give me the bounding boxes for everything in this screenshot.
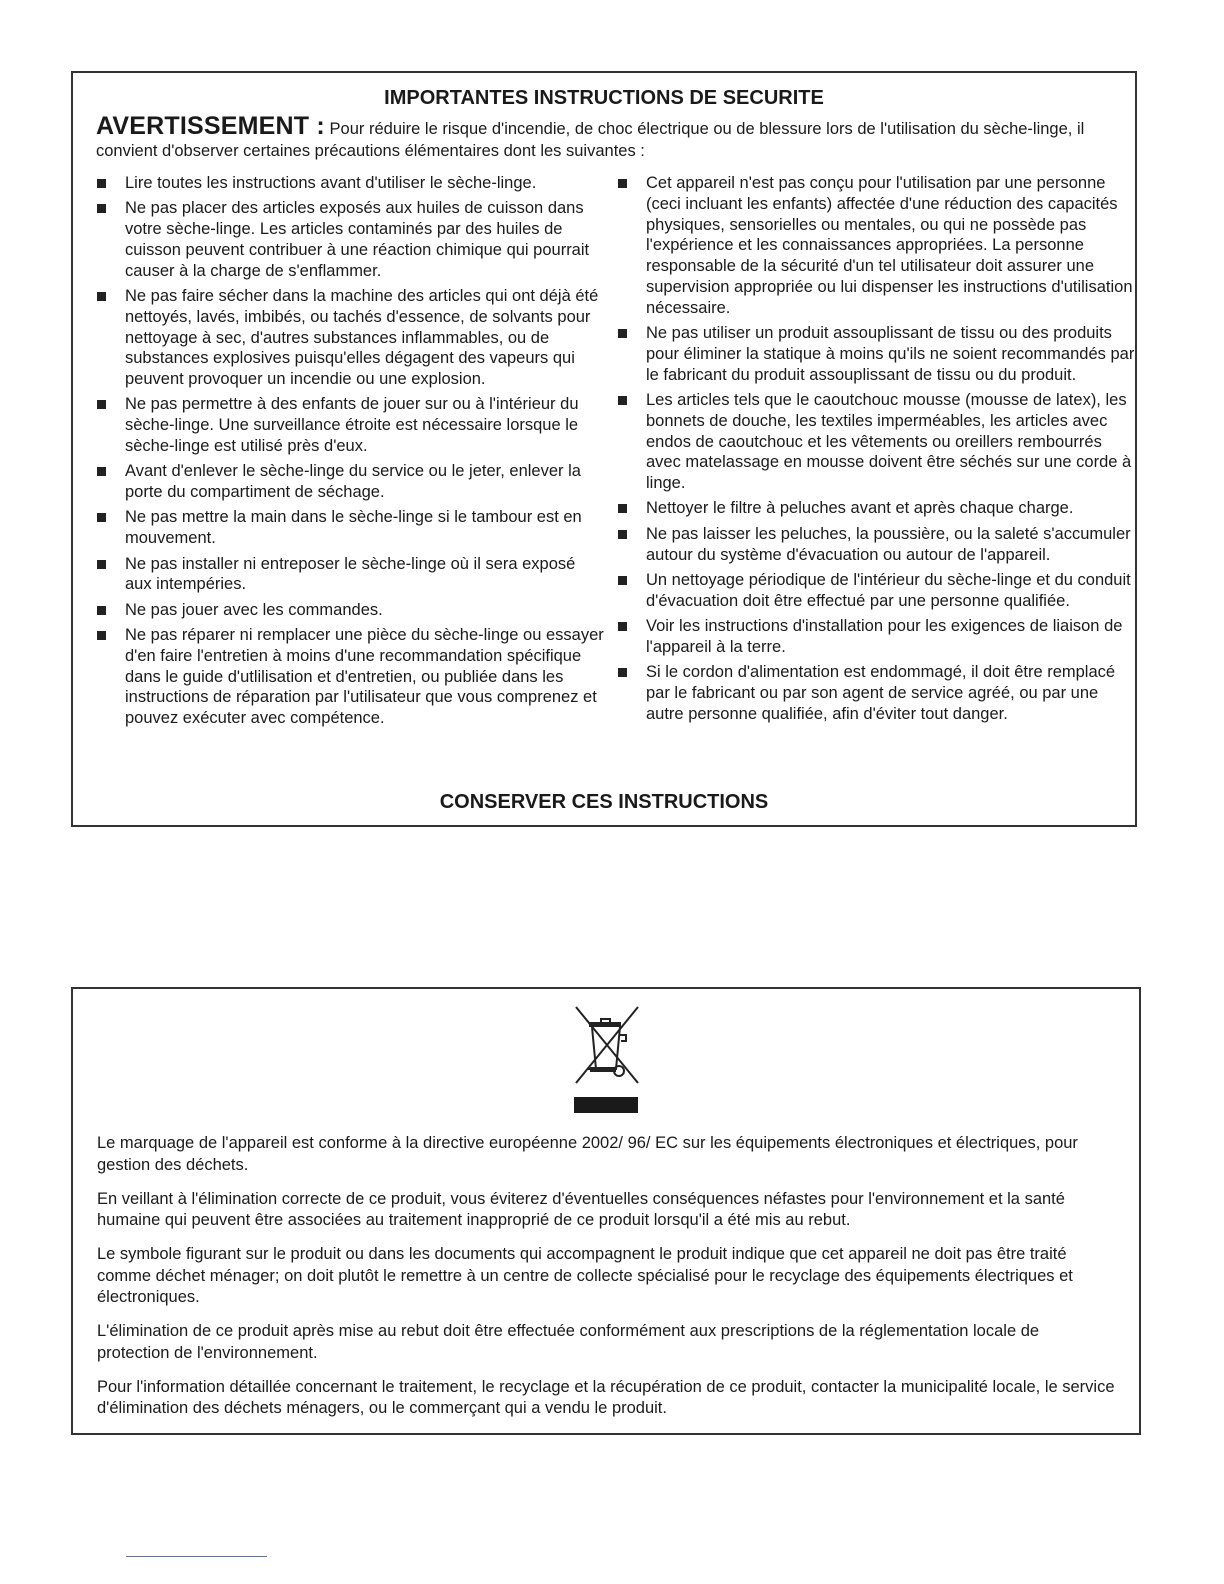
- list-item: Voir les instructions d'installation pour les exigences de liaison de l'appareil à la terre.: [617, 616, 1135, 658]
- list-item: Ne pas réparer ni remplacer une pièce du sèche-linge ou essayer d'en faire l'entretien à moins d'une recommandation spécifique dans le guide d'utlilisation et d'entretien, ou publiée dans les instructions de réparation par l'utilisateur que vous comprenez et pouvez exécuter avec compétence.: [96, 625, 604, 729]
- warning-text: Pour réduire le risque d'incendie, de choc électrique ou de blessure lors de l'utilisation du sèche-linge, il convient d'observer certaines précautions élémentaires dont les suivantes :: [96, 120, 1085, 160]
- list-item: Ne pas installer ni entreposer le sèche-linge où il sera exposé aux intempéries.: [96, 554, 604, 596]
- list-item: Les articles tels que le caoutchouc mousse (mousse de latex), les bonnets de douche, les textiles imperméables, les articles avec endos de caoutchouc et les vêtements ou oreillers rembourrés avec matelassage en mousse doivent être séchés sur une corde à linge.: [617, 390, 1135, 494]
- safety-instructions-box: [71, 71, 1137, 827]
- safety-list-left: [96, 173, 604, 733]
- list-item: Ne pas jouer avec les commandes.: [96, 600, 604, 621]
- weee-paragraph: Le marquage de l'appareil est conforme à la directive européenne 2002/ 96/ EC sur les équipements électroniques et électriques, pour gestion des déchets.: [97, 1134, 1078, 1174]
- weee-paragraph: L'élimination de ce produit après mise au rebut doit être effectuée conformément aux prescriptions de la réglementation locale de protection de l'environnement.: [97, 1322, 1040, 1362]
- weee-paragraph: Le symbole figurant sur le produit ou dans les documents qui accompagnent le produit indique que cet appareil ne doit pas être traité comme déchet ménager; on doit plutôt le remettre à un centre de collecte spécialisé pour le recyclage des équipements électriques et électroniques.: [97, 1245, 1073, 1306]
- list-item: Un nettoyage périodique de l'intérieur du sèche-linge et du conduit d'évacuation doit être effectué par une personne qualifiée.: [617, 570, 1135, 612]
- weee-black-bar: [574, 1097, 638, 1113]
- list-item: Ne pas laisser les peluches, la poussière, ou la saleté s'accumuler autour du système d'évacuation ou autour de l'appareil.: [617, 524, 1135, 566]
- list-item: Nettoyer le filtre à peluches avant et après chaque charge.: [617, 498, 1135, 519]
- weee-disposal-box: [71, 987, 1141, 1435]
- list-item: Ne pas placer des articles exposés aux huiles de cuisson dans votre sèche-linge. Les articles contaminés par des huiles de cuisson peuvent contribuer à une réaction chimique qui pourrait causer à la charge de s'enflammer.: [96, 198, 604, 281]
- safety-list-right: [617, 173, 1135, 729]
- warning-label: AVERTISSEMENT :: [96, 112, 325, 140]
- crossed-out-wheelie-bin-icon: [574, 1005, 640, 1085]
- safety-title: IMPORTANTES INSTRUCTIONS DE SECURITE: [384, 87, 824, 109]
- list-item: Lire toutes les instructions avant d'utiliser le sèche-linge.: [96, 173, 604, 194]
- warning-paragraph: [96, 112, 1117, 162]
- list-item: Cet appareil n'est pas conçu pour l'utilisation par une personne (ceci incluant les enfants) affectée d'une réduction des capacités physiques, sensorielles ou mentales, ou qui ne possède pas l'expérience et les connaissances appropriées. La personne responsable de la sécurité d'un tel utilisateur doit assurer une supervision appropriée ou lui dispenser les instructions d'utilisation nécessaire.: [617, 173, 1135, 319]
- conserve-instructions-title: CONSERVER CES INSTRUCTIONS: [439, 791, 769, 813]
- list-item: Si le cordon d'alimentation est endommagé, il doit être remplacé par le fabricant ou par son agent de service agréé, ou par une autre personne qualifiée, afin d'éviter tout danger.: [617, 662, 1135, 724]
- list-item: Ne pas mettre la main dans le sèche-linge si le tambour est en mouvement.: [96, 507, 604, 549]
- list-item: Ne pas utiliser un produit assouplissant de tissu ou des produits pour éliminer la statique à moins qu'ils ne soient recommandés par le fabricant du produit assouplissant de tissu ou du produit.: [617, 323, 1135, 385]
- weee-text: [97, 1133, 1115, 1432]
- weee-paragraph: En veillant à l'élimination correcte de ce produit, vous éviterez d'éventuelles conséquences néfastes pour l'environnement et la santé humaine qui peuvent être associées au traitement inapproprié de ce produit lorsqu'il a été mis au rebut.: [97, 1189, 1065, 1229]
- list-item: Ne pas permettre à des enfants de jouer sur ou à l'intérieur du sèche-linge. Une surveillance étroite est nécessaire lorsque le sèche-linge est utilisé près d'eux.: [96, 394, 604, 456]
- footnote-divider: [126, 1556, 267, 1557]
- weee-paragraph: Pour l'information détaillée concernant le traitement, le recyclage et la récupération de ce produit, contacter la municipalité locale, le service d'élimination des déchets ménagers, ou le commerçant qui a vendu le produit.: [97, 1377, 1115, 1417]
- list-item: Avant d'enlever le sèche-linge du service ou le jeter, enlever la porte du compartiment de séchage.: [96, 461, 604, 503]
- list-item: Ne pas faire sécher dans la machine des articles qui ont déjà été nettoyés, lavés, imbibés, ou tachés d'essence, de solvants pour nettoyage à sec, d'autres substances inflammables, ou de substances explosives puisqu'elles dégagent des vapeurs qui peuvent provoquer un incendie ou une explosion.: [96, 286, 604, 390]
